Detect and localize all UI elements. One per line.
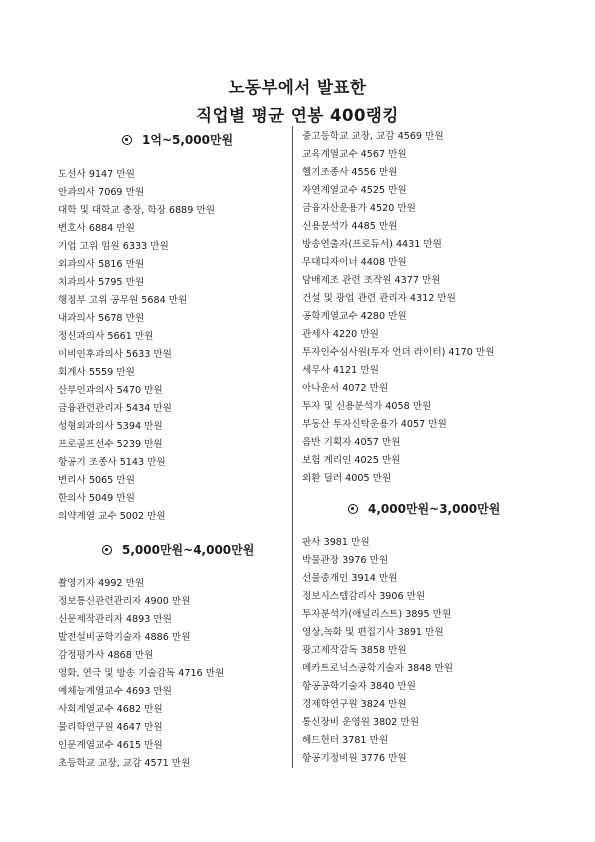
list-item: 사회계열교수 4682 만원 bbox=[58, 704, 163, 715]
list-item: 금융자산운용가 4520 만원 bbox=[302, 203, 416, 214]
list-item: 헤드헌터 3781 만원 bbox=[302, 735, 389, 746]
column-divider bbox=[292, 126, 293, 768]
list-item: 영상,녹화 및 편집기사 3891 만원 bbox=[302, 627, 444, 638]
list-item: 메카트로닉스공학기술자 3848 만원 bbox=[302, 663, 453, 674]
list-item: 방송연출자(프로듀서) 4431 만원 bbox=[302, 239, 442, 250]
list-item: 중고등학교 교장, 교감 4569 만원 bbox=[302, 131, 444, 142]
salary-list-section-1 bbox=[58, 166, 215, 526]
list-item: 헬기조종사 4556 만원 bbox=[302, 167, 398, 178]
list-item: 세무사 4121 만원 bbox=[302, 365, 379, 376]
section-heading-1-label: 1억~5,000만원 bbox=[142, 133, 234, 147]
list-item: 경제학연구원 3824 만원 bbox=[302, 699, 407, 710]
section-heading-2 bbox=[102, 541, 254, 558]
list-item: 대학 및 대학교 총장, 학장 6889 만원 bbox=[58, 205, 215, 216]
list-item: 통신장비 운영원 3802 만원 bbox=[302, 717, 419, 728]
list-item: 물리학연구원 4647 만원 bbox=[58, 722, 163, 733]
list-item: 투자 및 신용분석가 4058 만원 bbox=[302, 401, 432, 412]
list-item: 공학계열교수 4280 만원 bbox=[302, 311, 407, 322]
list-item: 박물관장 3976 만원 bbox=[302, 555, 389, 566]
list-item: 투자분석가(애널리스트) 3895 만원 bbox=[302, 609, 452, 620]
section-heading-3 bbox=[348, 500, 500, 517]
list-item: 감정평가사 4868 만원 bbox=[58, 650, 154, 661]
list-item: 광고제작감독 3858 만원 bbox=[302, 645, 407, 656]
list-item: 자연계열교수 4525 만원 bbox=[302, 185, 407, 196]
list-item: 항공기 조종사 5143 만원 bbox=[58, 457, 166, 468]
list-item: 산부인과의사 5470 만원 bbox=[58, 385, 163, 396]
salary-list-section-3 bbox=[302, 534, 453, 768]
list-item: 투자인수심사원(투자 언더 라이터) 4170 만원 bbox=[302, 347, 495, 358]
section-heading-3-label: 4,000만원~3,000만원 bbox=[368, 502, 501, 516]
list-item: 한의사 5049 만원 bbox=[58, 493, 135, 504]
list-item: 치과의사 5795 만원 bbox=[58, 277, 145, 288]
list-item: 행정부 고위 공무원 5684 만원 bbox=[58, 295, 188, 306]
list-item: 이비인후과의사 5633 만원 bbox=[58, 349, 172, 360]
list-item: 부동산 투자신탁운용가 4057 만원 bbox=[302, 419, 447, 430]
list-item: 촬영기자 4992 만원 bbox=[58, 578, 145, 589]
list-item: 정신과의사 5661 만원 bbox=[58, 331, 154, 342]
list-item: 관세사 4220 만원 bbox=[302, 329, 379, 340]
section-heading-1 bbox=[122, 131, 233, 148]
list-item: 항공공학기술자 3840 만원 bbox=[302, 681, 416, 692]
list-item: 음반 기획자 4057 만원 bbox=[302, 437, 401, 448]
list-item: 회계사 5559 만원 bbox=[58, 367, 135, 378]
document-title-line-2: 직업별 평균 연봉 400랭킹 bbox=[196, 106, 399, 125]
salary-list-section-2-continued bbox=[302, 128, 494, 488]
list-item: 무대디자이너 4408 만원 bbox=[302, 257, 407, 268]
list-item: 선물중개인 3914 만원 bbox=[302, 573, 398, 584]
list-item: 건설 및 광업 관련 관리자 4312 만원 bbox=[302, 293, 456, 304]
list-item: 외환 딜러 4005 만원 bbox=[302, 473, 392, 484]
list-item: 발전설비공학기술자 4886 만원 bbox=[58, 632, 191, 643]
list-item: 안과의사 7069 만원 bbox=[58, 187, 145, 198]
list-item: 도선사 9147 만원 bbox=[58, 169, 135, 180]
circle-bullet-icon bbox=[348, 504, 358, 514]
list-item: 금융관련관리자 5434 만원 bbox=[58, 403, 172, 414]
list-item: 변리사 5065 만원 bbox=[58, 475, 135, 486]
list-item: 인문계열교수 4615 만원 bbox=[58, 740, 163, 751]
list-item: 기업 고위 임원 6333 만원 bbox=[58, 241, 169, 252]
list-item: 교육계열교수 4567 만원 bbox=[302, 149, 407, 160]
document-title-line-1: 노동부에서 발표한 bbox=[228, 78, 367, 97]
list-item: 정보통신관련관리자 4900 만원 bbox=[58, 596, 191, 607]
list-item: 성형외과의사 5394 만원 bbox=[58, 421, 163, 432]
list-item: 영화, 연극 및 방송 기술감독 4716 만원 bbox=[58, 668, 225, 679]
list-item: 정보시스템감리사 3906 만원 bbox=[302, 591, 426, 602]
section-heading-2-label: 5,000만원~4,000만원 bbox=[122, 543, 255, 557]
list-item: 내과의사 5678 만원 bbox=[58, 313, 145, 324]
list-item: 외과의사 5816 만원 bbox=[58, 259, 145, 270]
list-item: 신용분석가 4485 만원 bbox=[302, 221, 398, 232]
list-item: 프로골프선수 5239 만원 bbox=[58, 439, 163, 450]
list-item: 예체능계열교수 4693 만원 bbox=[58, 686, 172, 697]
circle-bullet-icon bbox=[102, 545, 112, 555]
circle-bullet-icon bbox=[122, 135, 132, 145]
list-item: 보험 계리인 4025 만원 bbox=[302, 455, 401, 466]
salary-list-section-2 bbox=[58, 575, 224, 773]
list-item: 담배제조 관련 조작원 4377 만원 bbox=[302, 275, 441, 286]
list-item: 신문제작관리자 4893 만원 bbox=[58, 614, 172, 625]
list-item: 아나운서 4072 만원 bbox=[302, 383, 389, 394]
list-item: 항공기정비원 3776 만원 bbox=[302, 753, 407, 764]
list-item: 판사 3981 만원 bbox=[302, 537, 370, 548]
list-item: 변호사 6884 만원 bbox=[58, 223, 135, 234]
list-item: 초등학교 교장, 교감 4571 만원 bbox=[58, 758, 191, 769]
list-item: 의약계열 교수 5002 만원 bbox=[58, 511, 166, 522]
